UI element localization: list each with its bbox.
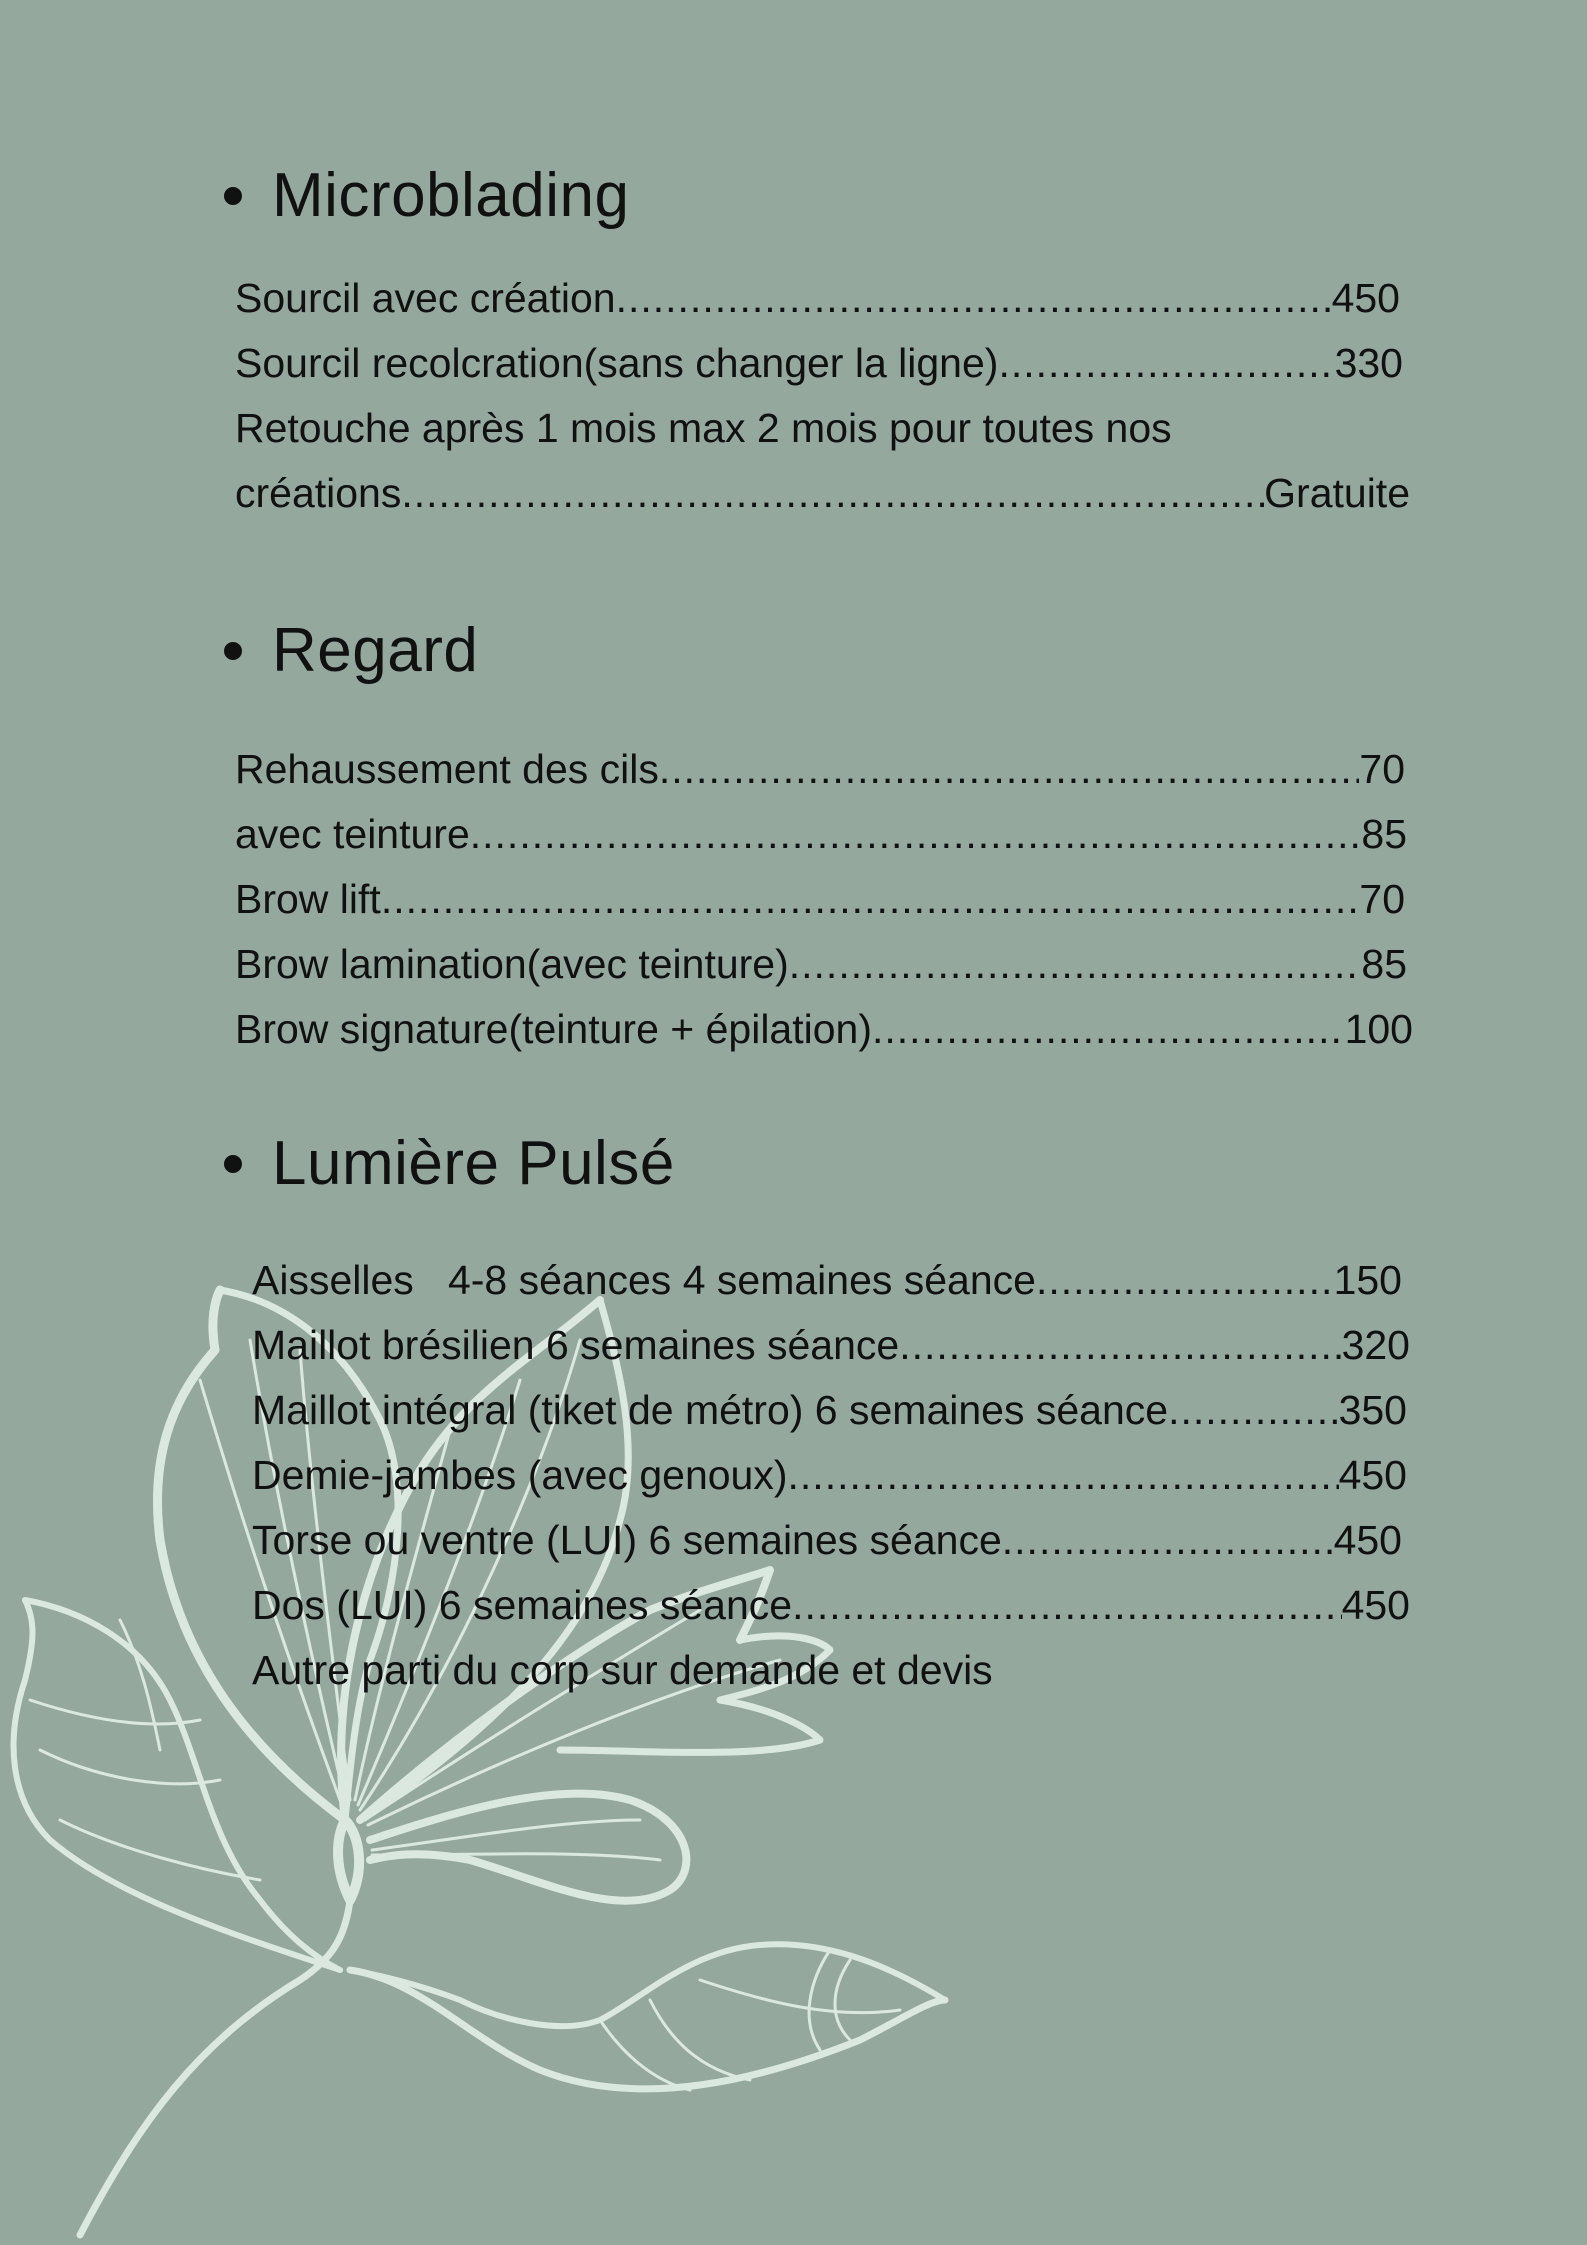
service-label: Demie-jambes (avec genoux) <box>252 1452 788 1498</box>
price-row <box>252 1443 1407 1508</box>
price-row <box>235 867 1405 932</box>
dot-leader <box>792 1573 1342 1638</box>
service-label: Torse ou ventre (LUI) 6 semaines séance <box>252 1517 1002 1563</box>
lumiere-pulse-items <box>252 1248 1412 1703</box>
service-price: 330 <box>1334 340 1403 386</box>
section-heading <box>218 1129 1418 1198</box>
service-price: 450 <box>1333 1517 1402 1563</box>
service-price: 150 <box>1333 1257 1402 1303</box>
section-microblading <box>218 161 1418 230</box>
retouch-note: Retouche après 1 mois max 2 mois pour toutes nos <box>235 405 1172 451</box>
service-label: Sourcil avec création <box>235 275 616 321</box>
price-row <box>235 461 1410 526</box>
service-price: 70 <box>1359 876 1405 922</box>
price-row <box>235 266 1400 331</box>
service-label: Brow lamination(avec teinture) <box>235 941 789 987</box>
section-title: Microblading <box>272 161 630 230</box>
service-price: 450 <box>1341 1582 1410 1628</box>
service-label: Maillot brésilien 6 semaines séance <box>252 1322 900 1368</box>
section-title: Regard <box>272 616 479 685</box>
price-row <box>235 737 1405 802</box>
bullet-icon <box>224 1155 242 1173</box>
dot-leader <box>1002 1508 1334 1573</box>
dot-leader <box>1168 1378 1339 1443</box>
regard-items <box>235 737 1415 1062</box>
service-label: Brow signature(teinture + épilation) <box>235 1006 872 1052</box>
service-price: 85 <box>1361 811 1407 857</box>
service-price: 350 <box>1338 1387 1407 1433</box>
section-lumiere-pulse <box>218 1129 1418 1198</box>
service-price: 70 <box>1359 746 1405 792</box>
dot-leader <box>1036 1248 1334 1313</box>
microblading-items <box>235 266 1410 526</box>
section-heading <box>218 616 1418 685</box>
service-label: Maillot intégral (tiket de métro) 6 semaines séance <box>252 1387 1169 1433</box>
price-row <box>252 1378 1407 1443</box>
section-heading <box>218 161 1418 230</box>
dot-leader <box>872 997 1345 1062</box>
dot-leader <box>401 461 1264 526</box>
dot-leader <box>616 266 1332 331</box>
service-label: Aisselles 4-8 séances 4 semaines séance <box>252 1257 1036 1303</box>
service-price: 450 <box>1338 1452 1407 1498</box>
price-row <box>235 331 1403 396</box>
bullet-icon <box>224 642 242 660</box>
price-row <box>252 1248 1402 1313</box>
price-row <box>252 1573 1410 1638</box>
service-label: avec teinture <box>235 811 470 857</box>
service-label: Dos (LUI) 6 semaines séance <box>252 1582 793 1628</box>
dot-leader <box>788 1443 1339 1508</box>
price-row <box>252 1508 1402 1573</box>
service-price: 450 <box>1331 275 1400 321</box>
section-title: Lumière Pulsé <box>272 1129 675 1198</box>
dot-leader <box>998 331 1334 396</box>
service-price: Gratuite <box>1264 470 1410 516</box>
price-row <box>235 932 1407 997</box>
price-row <box>252 1313 1410 1378</box>
service-label: Brow lift <box>235 876 381 922</box>
on-request-note: Autre parti du corp sur demande et devis <box>252 1647 993 1693</box>
service-label: Rehaussement des cils <box>235 746 659 792</box>
dot-leader <box>659 737 1360 802</box>
service-price: 320 <box>1341 1322 1410 1368</box>
bullet-icon <box>224 187 242 205</box>
service-price: 85 <box>1361 941 1407 987</box>
service-price: 100 <box>1344 1006 1413 1052</box>
service-label: créations <box>235 470 402 516</box>
dot-leader <box>470 802 1362 867</box>
dot-leader <box>899 1313 1341 1378</box>
price-row <box>235 997 1413 1062</box>
section-regard <box>218 616 1418 685</box>
price-row <box>235 802 1407 867</box>
dot-leader <box>381 867 1360 932</box>
dot-leader <box>789 932 1362 997</box>
service-label: Sourcil recolcration(sans changer la ligne) <box>235 340 999 386</box>
